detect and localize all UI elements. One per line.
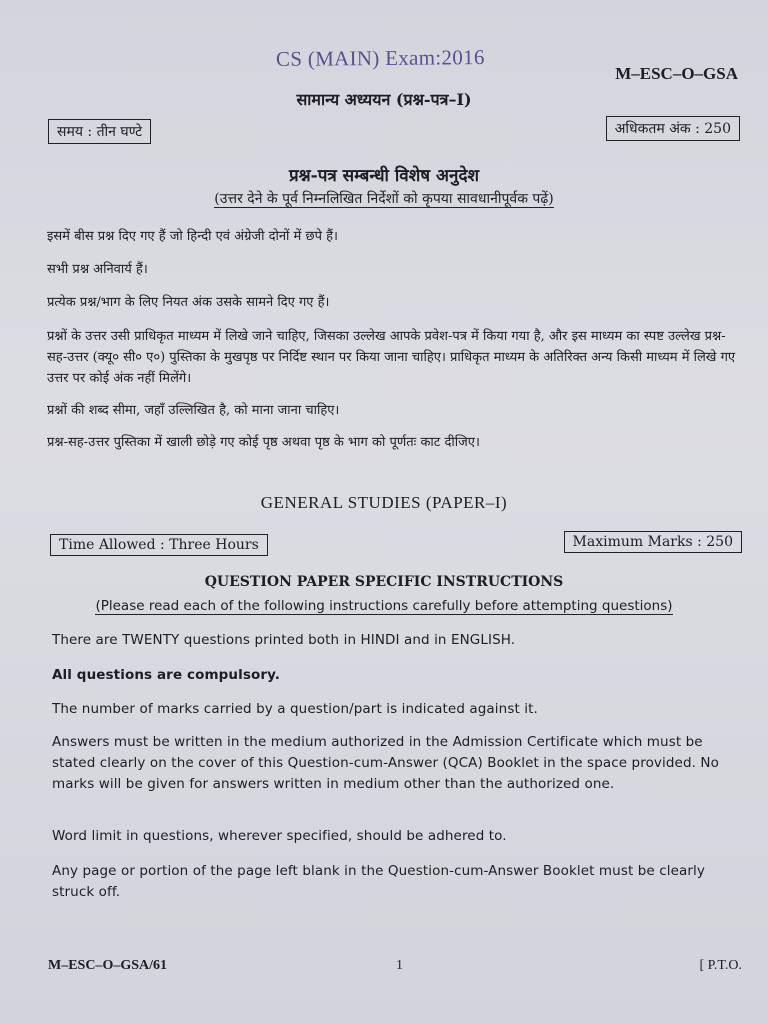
english-instructions-heading: QUESTION PAPER SPECIFIC INSTRUCTIONS — [204, 574, 564, 590]
footer-code: M–ESC–O–GSA/61 — [48, 958, 168, 973]
english-marks-box: Maximum Marks : 250 — [564, 531, 742, 553]
english-para-5: Word limit in questions, wherever specified, should be adhered to. — [52, 828, 507, 844]
pto-label: [ P.T.O. — [699, 958, 742, 973]
hindi-para-2: सभी प्रश्न अनिवार्य हैं। — [47, 262, 148, 277]
hindi-para-5: प्रश्नों की शब्द सीमा, जहाँ उल्लिखित है, को माना जाना चाहिए। — [47, 403, 340, 418]
hindi-marks-box: अधिकतम अंक : 250 — [606, 116, 740, 141]
paper-code: M–ESC–O–GSA — [615, 64, 738, 83]
english-para-2-text: All questions are compulsory. — [52, 667, 280, 683]
hindi-para-4: प्रश्नों के उत्तर उसी प्राधिकृत माध्यम में लिखे जाने चाहिए, जिसका उल्लेख आपके प्रवेश-पत्र में किया गया है, और इस माध्यम का स्पष्ट उल्लेख प्रश्न-सह-उत्तर (क्यू० सी० ए०) पुस्तिका के मुखपृष्ठ पर निर्दिष्ट स्थान पर किया जाना चाहिए। प्राधिकृत माध्यम के अतिरिक्त अन्य किसी माध्यम में लिखे गए उत्तर पर कोई अंक नहीं मिलेंगे। — [47, 329, 736, 386]
english-para-4: Answers must be written in the medium authorized in the Admission Certificate which must be stated clearly on the cover of this Question-cum-Answer (QCA) Booklet in the space provided. No marks will be given for answers written in medium other than the authorized one. — [52, 734, 719, 792]
hindi-para-6: प्रश्न-सह-उत्तर पुस्तिका में खाली छोड़े गए कोई पृष्ठ अथवा पृष्ठ के भाग को पूर्णतः काट दीजिए। — [47, 435, 480, 450]
hindi-time-box: समय : तीन घण्टे — [48, 119, 151, 144]
page-number: 1 — [396, 958, 403, 973]
hindi-para-1: इसमें बीस प्रश्न दिए गए हैं जो हिन्दी एवं अंग्रेजी दोनों में छपे हैं। — [47, 229, 338, 244]
hindi-instructions-heading: प्रश्न-पत्र सम्बन्धी विशेष अनुदेश — [288, 166, 480, 186]
exam-stamp: CS (MAIN) Exam:2016 — [275, 45, 485, 71]
english-instructions-note: (Please read each of the following instructions carefully before attempting questions) — [95, 598, 673, 614]
hindi-para-3: प्रत्येक प्रश्न/भाग के लिए नियत अंक उसके सामने दिए गए हैं। — [47, 295, 330, 310]
hindi-instructions-note: (उत्तर देने के पूर्व निम्नलिखित निर्देशों को कृपया सावधानीपूर्वक पढ़ें) — [214, 191, 554, 207]
english-para-2 — [52, 665, 746, 686]
english-time-box: Time Allowed : Three Hours — [50, 534, 268, 556]
english-para-6: Any page or portion of the page left blank in the Question-cum-Answer Booklet must be clearly struck off. — [52, 863, 705, 900]
english-paper-title: GENERAL STUDIES (PAPER–I) — [260, 493, 508, 512]
english-para-1: There are TWENTY questions printed both in HINDI and in ENGLISH. — [52, 632, 516, 648]
english-para-3: The number of marks carried by a question/part is indicated against it. — [52, 701, 538, 717]
hindi-paper-title: सामान्य अध्ययन (प्रश्न-पत्र–I) — [296, 90, 472, 109]
